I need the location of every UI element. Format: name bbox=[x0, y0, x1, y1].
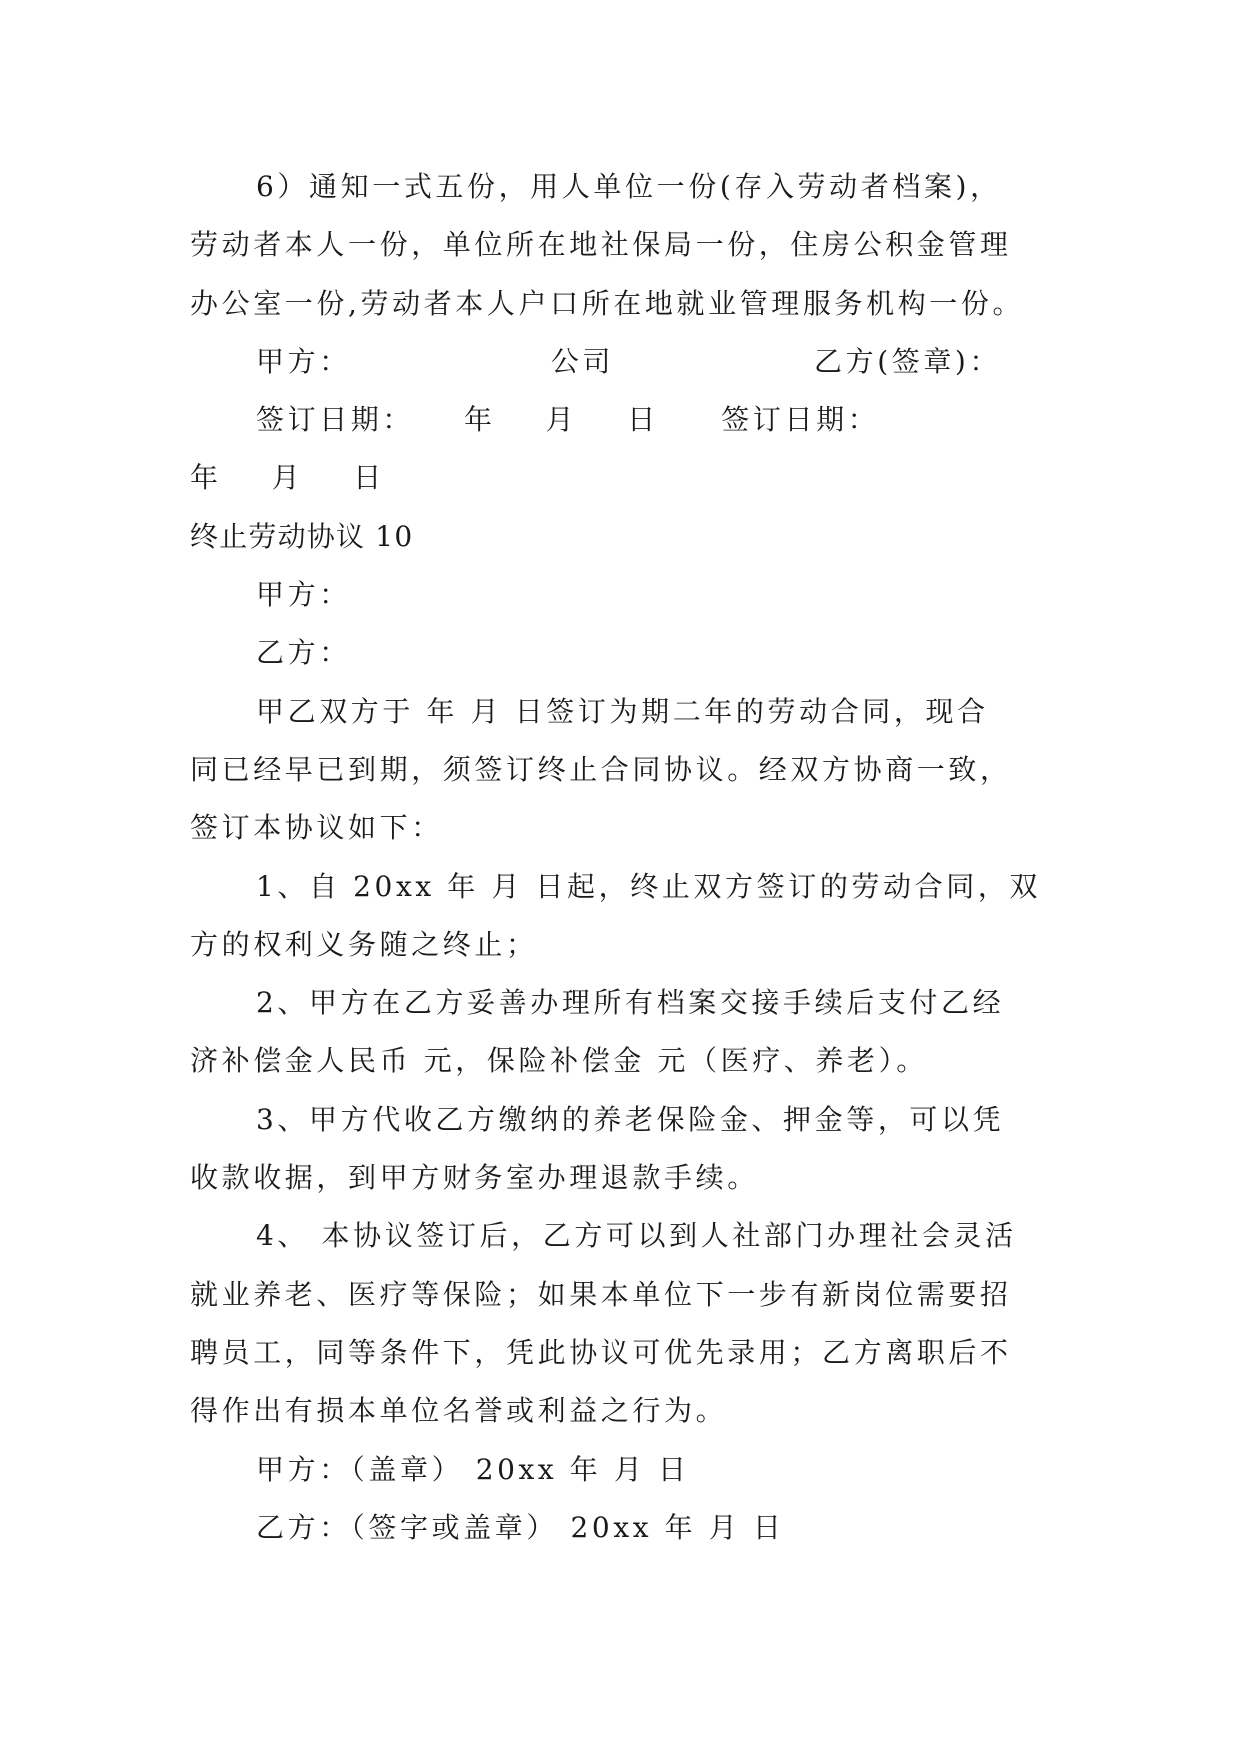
party-b-signature-line: 乙方：（签字或盖章） 20xx 年 月 日 bbox=[256, 1510, 785, 1544]
preamble-line-2: 同已经早已到期，须签订终止合同协议。经双方协商一致， bbox=[190, 752, 1012, 786]
clause-1-line-1: 1、自 20xx 年 月 日起，终止双方签订的劳动合同，双 bbox=[256, 869, 1042, 903]
clause-4-line-4: 得作出有损本单位名誉或利益之行为。 bbox=[190, 1394, 728, 1428]
clause-2-line-2: 济补偿金人民币 元，保险补偿金 元（医疗、养老）。 bbox=[190, 1044, 928, 1078]
clause-2-line-1: 2、甲方在乙方妥善办理所有档案交接手续后支付乙经 bbox=[256, 986, 1005, 1020]
document-body bbox=[190, 158, 1052, 1557]
party-a-label: 甲方： bbox=[256, 578, 351, 612]
party-a-seal-line: 甲方：（盖章） 20xx 年 月 日 bbox=[256, 1452, 690, 1486]
preamble-line-3: 签订本协议如下： bbox=[190, 811, 443, 845]
party-b-label: 乙方： bbox=[256, 636, 351, 670]
preamble-line-1: 甲乙双方于 年 月 日签订为期二年的劳动合同，现合 bbox=[256, 694, 989, 728]
notice-copies-line-2: 劳动者本人一份，单位所在地社保局一份，住房公积金管理 bbox=[190, 228, 1012, 262]
notice-copies-line-1: 6）通知一式五份，用人单位一份(存入劳动者档案)， bbox=[256, 170, 1002, 203]
notice-copies-line-3: 办公室一份,劳动者本人户口所在地就业管理服务机构一份。 bbox=[190, 286, 1025, 320]
signing-date-line: 签订日期： 年 月 日 签订日期： bbox=[256, 403, 880, 437]
clause-4-line-1: 4、 本协议签订后，乙方可以到人社部门办理社会灵活 bbox=[256, 1219, 1017, 1253]
clause-4-line-2: 就业养老、医疗等保险；如果本单位下一步有新岗位需要招 bbox=[190, 1277, 1012, 1311]
clause-3-line-2: 收款收据，到甲方财务室办理退款手续。 bbox=[190, 1161, 759, 1195]
agreement-title: 终止劳动协议 10 bbox=[190, 519, 414, 553]
party-signature-line: 甲方： 公司 乙方(签章)： bbox=[256, 344, 1002, 378]
clause-4-line-3: 聘员工，同等条件下，凭此协议可优先录用；乙方离职后不 bbox=[190, 1335, 1012, 1369]
signing-date-continuation: 年 月 日 bbox=[190, 461, 385, 495]
clause-1-line-2: 方的权利义务随之终止； bbox=[190, 927, 538, 961]
clause-3-line-1: 3、甲方代收乙方缴纳的养老保险金、押金等，可以凭 bbox=[256, 1102, 1005, 1136]
